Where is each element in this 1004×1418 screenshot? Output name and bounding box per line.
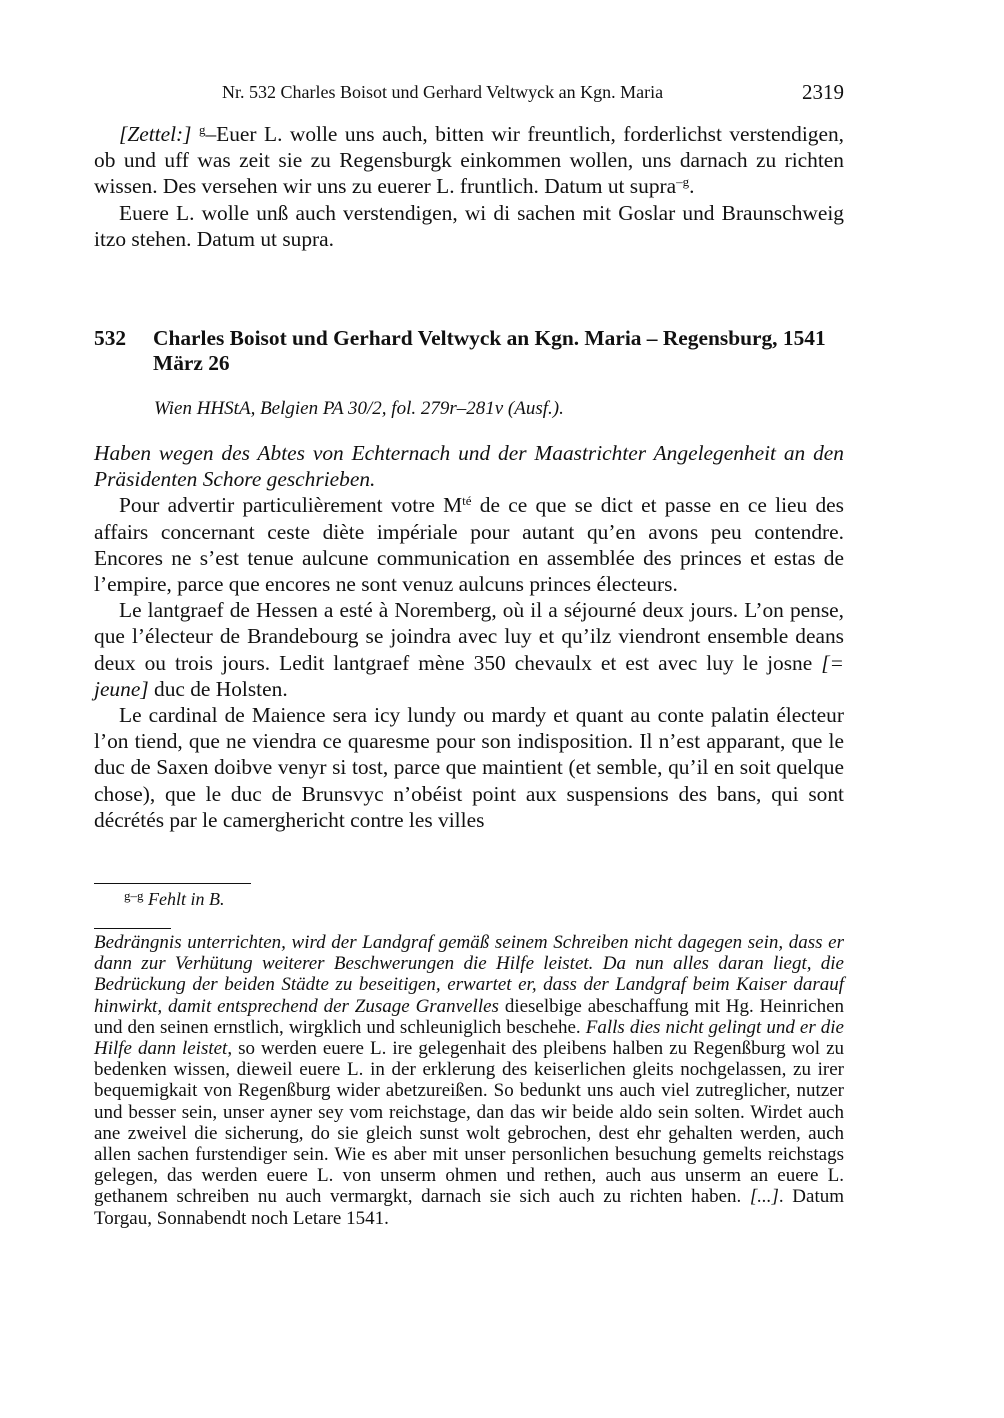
running-title: Nr. 532 Charles Boisot und Gerhard Veltwyck an Kgn. Maria	[222, 82, 664, 102]
document-title: Charles Boisot und Gerhard Veltwyck an Kgn. Maria – Regensburg, 1541 März 26	[153, 326, 826, 375]
document-heading	[94, 326, 844, 376]
footnote-text: Fehlt in B.	[148, 889, 225, 909]
superscript-abbrev: té	[462, 493, 472, 509]
postscript-paragraph: Euere L. wolle unß auch verstendigen, wi di sachen mit Goslar und Braunschweig itzo stehen. Datum ut supra.	[94, 200, 844, 251]
document-number: 532	[94, 326, 127, 350]
document-summary	[94, 440, 844, 492]
footnote	[124, 888, 224, 910]
zettel-end: .	[689, 174, 695, 199]
summary-italic: Falls dies nicht gelingt und er die Hilfe dann leistet	[94, 1016, 844, 1060]
zettel-label: [Zettel:]	[119, 122, 192, 146]
document-body	[94, 440, 844, 833]
archival-source: Wien HHStA, Belgien PA 30/2, fol. 279r–281v (Ausf.).	[154, 398, 564, 419]
paragraph-text: de ce que se dict et passe en ce lieu des affairs concernant ceste diète impériale pour autant qu’en avons peu contendre. Encores ne s’est tenue aulcune communication en assemblée des princes et estas de l’empire, parce que encores ne sont venuz aulcuns princes électeurs.	[94, 493, 844, 597]
zettel-paragraph	[94, 121, 844, 200]
running-head	[94, 80, 844, 106]
page-number: 2319	[802, 80, 844, 104]
paragraph-text: Le lantgraef de Hessen a esté à Noremberg, où il a séjourné deux jours. L’on pense, que l’électeur de Brandebourg se joindra avec luy et qu’ilz viendront ensemble deans deux ou trois jours. Ledit lantgraef mène 350 chevaulx et est avec luy le josne	[94, 598, 844, 675]
variant-mark-open: g	[198, 122, 206, 137]
paragraph-text: duc de Holsten.	[148, 676, 288, 701]
quoted-text: . Datum Torgau, Sonnabendt noch Letare 1541.	[94, 1186, 844, 1229]
continuation-paragraph	[94, 932, 844, 1229]
editorial-gloss: [= jeune]	[94, 650, 844, 701]
variant-mark-close: –g	[676, 174, 690, 190]
footnote-mark: g–g	[124, 888, 144, 903]
footnote-continuation	[94, 932, 844, 1229]
zettel-text: –Euer L. wolle uns auch, bitten wir freuntlich, forderlichst verstendigen, ob und uff was zeit sie zu Regensburgk einkommen wollen, uns darnach zu richten wissen. Des versehen wir uns zu euerer L. fruntlich. Datum ut supra	[94, 122, 844, 199]
paragraph-text: Pour advertir particulièrement votre M	[119, 493, 463, 518]
quoted-text: , so werden euere L. ire gelegenhait des pleibens halben zu Regenßburg wol zu bedenken wissen, dieweil euere L. in der erklerung des keiserlichen gleits nochgelassen, zu irer bequemigkait von Regenßburg wider abetzureißen. So bedunkt uns auch viel zutreglicher, nutzer und besser sein, unser ayner sey vom reichstage, dan das wir beide aldo sein solten. Wirdet auch ane zweivel die sicherung, do sie gleich sunst wolt gebrochen, dest ehr gehalten werden, auch allen sachen furstendiger sein. Wie es aber mit unser personlichen besuchung gemelts reichstags gelegen, das werden euere L. von unserm ohmen und rethen, auch aus unserm an euere L. gethanem schreiben nu auch vermargkt, darnach sie sich auch zu richten haben.	[94, 1038, 844, 1208]
body-paragraph: Le cardinal de Maience sera icy lundy ou mardy et quant au conte palatin électeur l’on tiend, que ne viendra ce quaresme pour son indisposition. Il n’est apparant, que le duc de Saxen doibve venyr si tost, parce que maintient (et semble, qu’il en soit quelque chose), que le duc de Brunsvyc n’obéist point aux suspensions des bans, qui sont décrétés par le camerghericht contre les villes	[94, 703, 844, 832]
previous-document-end	[94, 121, 844, 252]
footnote-divider	[94, 883, 251, 884]
body-paragraph	[94, 492, 844, 597]
body-paragraph	[94, 597, 844, 702]
quoted-text: dieselbige abeschaffung mit Hg. Heinrichen und den seinen ernstlich, wirgklich und schleuniglich beschehe.	[94, 995, 845, 1038]
continuation-divider	[94, 928, 171, 929]
omission-mark: [...]	[749, 1186, 779, 1208]
summary-text: Haben wegen des Abtes von Echternach und der Maastrichter Angelegenheit an den Präsidenten Schore geschrieben.	[94, 441, 844, 492]
summary-italic: Bedrängnis unterrichten, wird der Landgraf gemäß seinem Schreiben nicht dagegen sein, dass er dann zur Verhütung weiterer Beschwerungen die Hilfe leistet. Da nun alles daran liegt, die Bedrückung der beiden Städte zu beseitigen, erwartet er, dass der Landgraf beim Kaiser darauf hinwirkt, damit entsprechend der Zusage Granvelles	[94, 932, 844, 1017]
